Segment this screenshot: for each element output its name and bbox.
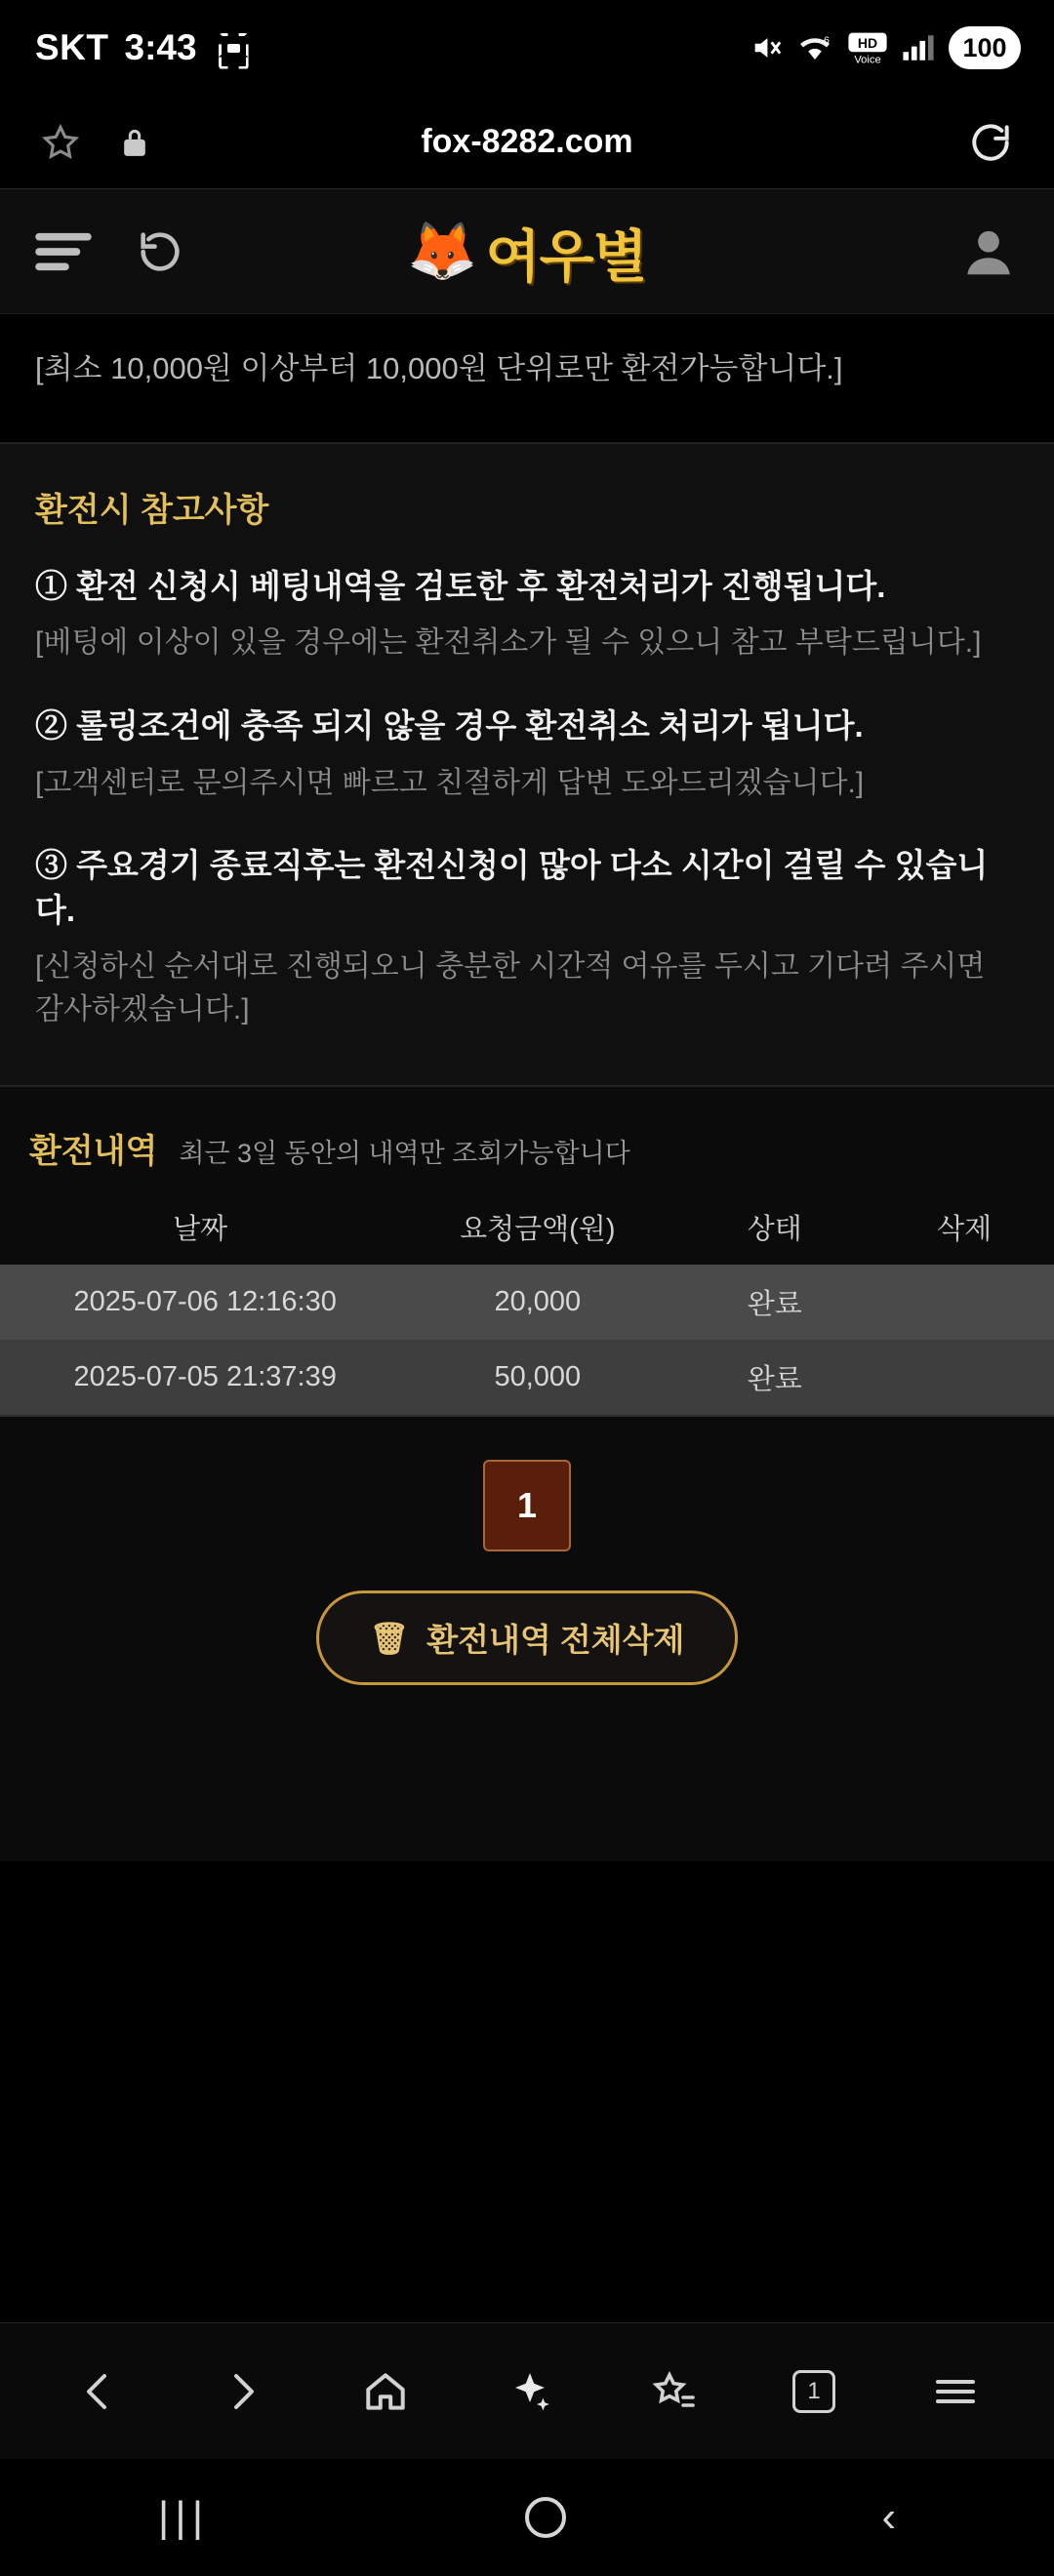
history-title: 환전내역 — [29, 1133, 158, 1171]
cell-delete[interactable] — [874, 1340, 1054, 1415]
table-row[interactable] — [0, 1340, 1054, 1415]
withdraw-history-section — [0, 1086, 1054, 1861]
trash-icon: 🗑 — [369, 1620, 410, 1656]
cell-date: 2025-07-06 12:16:30 — [0, 1265, 400, 1340]
svg-text:6: 6 — [824, 34, 830, 47]
info-rule-2: ② 롤링조건에 충족 되지 않을 경우 환전취소 처리가 됩니다. — [35, 706, 864, 744]
svg-text:HD: HD — [857, 35, 878, 51]
withdraw-info-panel — [0, 443, 1054, 1086]
menu-lines-icon[interactable] — [35, 229, 92, 274]
column-header-delete: 삭제 — [937, 1214, 993, 1246]
forward-arrow-icon[interactable] — [219, 2368, 265, 2415]
android-nav-bar — [0, 2459, 1054, 2576]
info-rule-2-sub: [고객센터로 문의주시면 빠르고 친절하게 답변 도와드리겠습니다.] — [35, 766, 865, 799]
hd-voice-icon — [847, 31, 888, 64]
mute-icon — [750, 31, 783, 64]
url-text: fox-8282.com — [421, 123, 633, 160]
browser-bottom-bar — [0, 2322, 1054, 2459]
fox-icon: 🦊 — [407, 219, 478, 283]
info-rule-1-sub: [베팅에 이상이 있을 경우에는 환전취소가 될 수 있으니 참고 부탁드립니다.] — [35, 626, 982, 660]
browser-url-bar[interactable] — [0, 96, 1054, 189]
clock-label: 3:43 — [124, 27, 197, 67]
screen-record-icon — [219, 33, 249, 63]
history-note: 최근 3일 동안의 내역만 조회가능합니다 — [179, 1139, 630, 1169]
hamburger-menu-icon[interactable] — [932, 2368, 979, 2415]
back-button[interactable]: ‹ — [881, 2493, 897, 2541]
minimum-withdraw-notice: [최소 10,000원 이상부터 10,000원 단위로만 환전가능합니다.] — [0, 314, 1054, 443]
site-header — [0, 189, 1054, 314]
site-logo[interactable] — [407, 211, 646, 293]
cell-status: 완료 — [674, 1340, 874, 1415]
lock-icon — [121, 126, 148, 159]
history-header — [0, 1116, 1054, 1197]
cell-date: 2025-07-05 21:37:39 — [0, 1340, 400, 1415]
tab-count-button[interactable]: 1 — [792, 2370, 835, 2413]
content-filler — [0, 1744, 1054, 1861]
info-rule-3: ③ 주요경기 종료직후는 환전신청이 많아 다소 시간이 걸릴 수 있습니다. — [35, 847, 989, 928]
account-button[interactable] — [958, 221, 1019, 282]
history-table — [0, 1197, 1054, 1415]
page-content — [0, 314, 1054, 2322]
site-logo-text: 여우별 — [485, 224, 647, 289]
home-icon[interactable] — [361, 2367, 410, 2416]
delete-all-area — [0, 1585, 1054, 1744]
delete-all-history-button[interactable] — [316, 1590, 739, 1685]
wifi-icon — [796, 33, 833, 62]
user-account-icon — [958, 221, 1019, 282]
battery-indicator: 100 — [949, 26, 1021, 69]
table-row[interactable] — [0, 1265, 1054, 1340]
url-bar-left — [39, 121, 148, 164]
delete-all-history-label: 환전내역 전체삭제 — [426, 1622, 685, 1659]
column-header-amount: 요청금액(원) — [460, 1214, 616, 1246]
info-rule-1: ① 환전 신청시 베팅내역을 검토한 후 환전처리가 진행됩니다. — [35, 567, 886, 604]
carrier-label: SKT — [35, 27, 109, 67]
pagination — [0, 1415, 1054, 1585]
recents-button[interactable]: ||| — [157, 2493, 210, 2541]
cell-amount: 20,000 — [400, 1265, 674, 1340]
table-header-row — [0, 1197, 1054, 1265]
info-rule-3-sub: [신청하신 순서대로 진행되오니 충분한 시간적 여유를 두시고 기다려 주시면 감사하겠습니다.] — [35, 950, 986, 1026]
refresh-icon[interactable] — [135, 226, 185, 277]
cell-status: 완료 — [674, 1265, 874, 1340]
site-header-left — [35, 226, 185, 277]
svg-text:Voice: Voice — [854, 54, 881, 64]
column-header-date: 날짜 — [173, 1214, 228, 1246]
status-bar — [0, 0, 1054, 96]
cell-amount: 50,000 — [400, 1340, 674, 1415]
status-bar-left — [35, 27, 249, 68]
cell-delete[interactable] — [874, 1265, 1054, 1340]
reload-icon[interactable] — [966, 118, 1015, 167]
star-outline-icon[interactable] — [39, 121, 82, 164]
home-circle-icon[interactable] — [525, 2497, 566, 2538]
sparkle-icon[interactable] — [507, 2368, 553, 2415]
column-header-status: 상태 — [747, 1214, 802, 1246]
page-button-1[interactable]: 1 — [483, 1460, 571, 1551]
status-bar-right — [750, 26, 1021, 69]
info-panel-title: 환전시 참고사항 — [35, 491, 269, 529]
signal-icon — [902, 33, 935, 62]
bookmark-list-icon[interactable] — [650, 2368, 697, 2415]
back-arrow-icon[interactable] — [75, 2368, 122, 2415]
